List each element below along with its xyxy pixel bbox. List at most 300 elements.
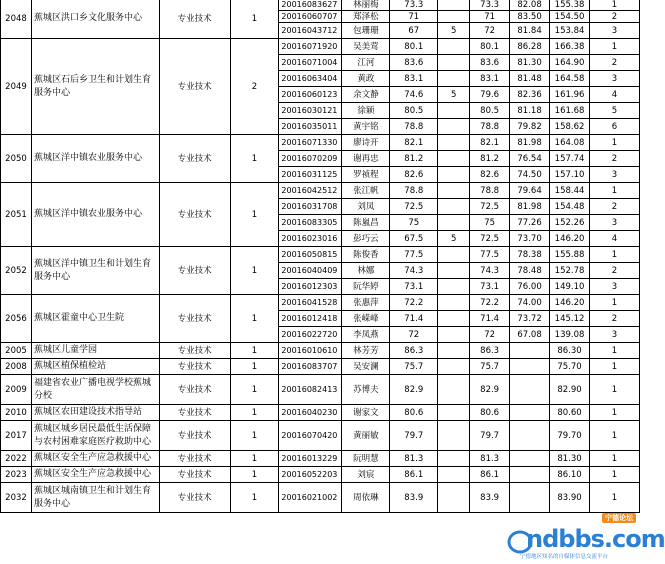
rank: 2	[590, 11, 640, 23]
hiring-quota: 1	[230, 421, 279, 451]
position-category: 专业技术	[159, 295, 230, 343]
bonus-points	[438, 119, 470, 135]
candidate-name: 江河	[342, 55, 390, 71]
written-total: 78.8	[470, 119, 510, 135]
exam-number: 20016031125	[279, 167, 342, 183]
bonus-points	[438, 0, 470, 11]
bonus-points	[438, 71, 470, 87]
table-row	[1, 375, 640, 405]
unit-name: 蕉城区植保植检站	[31, 359, 159, 375]
rank: 6	[590, 119, 640, 135]
exam-number: 20016082413	[279, 375, 342, 405]
candidate-name: 张江帆	[342, 183, 390, 199]
written-total: 78.8	[470, 183, 510, 199]
exam-number: 20016035011	[279, 119, 342, 135]
bonus-points	[438, 11, 470, 23]
interview-score: 82.36	[510, 87, 550, 103]
rank: 2	[590, 151, 640, 167]
written-total: 81.3	[470, 451, 510, 467]
exam-number: 20016071330	[279, 135, 342, 151]
candidate-name: 张惠萍	[342, 295, 390, 311]
candidate-name: 刘凤	[342, 199, 390, 215]
written-total: 72.5	[470, 199, 510, 215]
total-score: 81.30	[550, 451, 590, 467]
rank: 1	[590, 183, 640, 199]
written-total: 72.5	[470, 231, 510, 247]
written-score: 80.6	[390, 405, 438, 421]
written-score: 71	[390, 11, 438, 23]
interview-score: 73.70	[510, 231, 550, 247]
written-score: 73.1	[390, 279, 438, 295]
candidate-name: 谢家文	[342, 405, 390, 421]
total-score: 83.90	[550, 483, 590, 513]
total-score: 164.08	[550, 135, 590, 151]
bonus-points: 5	[438, 23, 470, 39]
unit-name: 蕉城区儿童学园	[31, 343, 159, 359]
written-score: 72.2	[390, 295, 438, 311]
exam-number: 20016012418	[279, 311, 342, 327]
written-total: 74.3	[470, 263, 510, 279]
candidate-name: 包珊珊	[342, 23, 390, 39]
written-total: 82.9	[470, 375, 510, 405]
position-code: 2010	[1, 405, 32, 421]
position-category: 专业技术	[159, 39, 230, 135]
interview-score	[510, 451, 550, 467]
position-code: 2023	[1, 467, 32, 483]
rank: 2	[590, 55, 640, 71]
candidate-name: 林芳芳	[342, 343, 390, 359]
written-total: 83.1	[470, 71, 510, 87]
candidate-name: 徐颖	[342, 103, 390, 119]
written-total: 77.5	[470, 247, 510, 263]
table-row	[1, 295, 640, 311]
position-code: 2009	[1, 375, 32, 405]
position-category: 专业技术	[159, 467, 230, 483]
written-score: 71.4	[390, 311, 438, 327]
interview-score: 77.26	[510, 215, 550, 231]
written-total: 80.5	[470, 103, 510, 119]
written-total: 72	[470, 23, 510, 39]
table-row	[1, 451, 640, 467]
ndbbs-watermark	[506, 512, 665, 560]
exam-number: 20016083305	[279, 215, 342, 231]
exam-number: 20016030121	[279, 103, 342, 119]
position-category: 专业技术	[159, 247, 230, 295]
rank: 2	[590, 263, 640, 279]
unit-name: 蕉城区安全生产应急救援中心	[31, 467, 159, 483]
total-score: 152.26	[550, 215, 590, 231]
total-score: 146.20	[550, 231, 590, 247]
total-score: 161.96	[550, 87, 590, 103]
total-score: 86.30	[550, 343, 590, 359]
unit-name: 蕉城区城乡居民最低生活保障与农村困难家庭医疗救助中心	[31, 421, 159, 451]
unit-name: 蕉城区农田建设技术指导站	[31, 405, 159, 421]
written-total: 79.6	[470, 87, 510, 103]
interview-score	[510, 343, 550, 359]
table-row	[1, 359, 640, 375]
unit-name: 蕉城区霍童中心卫生院	[31, 295, 159, 343]
written-score: 86.1	[390, 467, 438, 483]
interview-score: 83.50	[510, 11, 550, 23]
position-category: 专业技术	[159, 183, 230, 247]
position-category: 专业技术	[159, 135, 230, 183]
total-score: 139.08	[550, 327, 590, 343]
table-row	[1, 0, 640, 11]
candidate-name: 周依琳	[342, 483, 390, 513]
total-score: 145.12	[550, 311, 590, 327]
written-total: 72.2	[470, 295, 510, 311]
position-code: 2052	[1, 247, 32, 295]
rank: 1	[590, 375, 640, 405]
position-code: 2005	[1, 343, 32, 359]
interview-score: 67.08	[510, 327, 550, 343]
hiring-quota: 1	[230, 467, 279, 483]
rank: 3	[590, 279, 640, 295]
written-score: 86.3	[390, 343, 438, 359]
rank: 1	[590, 0, 640, 11]
written-score: 82.6	[390, 167, 438, 183]
total-score: 158.62	[550, 119, 590, 135]
bonus-points	[438, 421, 470, 451]
interview-score: 81.98	[510, 135, 550, 151]
hiring-quota: 1	[230, 451, 279, 467]
exam-number: 20016042512	[279, 183, 342, 199]
written-total: 86.1	[470, 467, 510, 483]
written-score: 81.2	[390, 151, 438, 167]
written-score: 83.6	[390, 55, 438, 71]
total-score: 154.48	[550, 199, 590, 215]
hiring-quota: 1	[230, 183, 279, 247]
position-code: 2008	[1, 359, 32, 375]
interview-score: 78.48	[510, 263, 550, 279]
position-category: 专业技术	[159, 451, 230, 467]
position-category: 专业技术	[159, 405, 230, 421]
unit-name: 蕉城区安全生产应急救援中心	[31, 451, 159, 467]
exam-number: 20016070209	[279, 151, 342, 167]
rank: 1	[590, 295, 640, 311]
candidate-name: 郑泽松	[342, 11, 390, 23]
candidate-name: 余文静	[342, 87, 390, 103]
total-score: 155.38	[550, 0, 590, 11]
candidate-name: 陈嵐昌	[342, 215, 390, 231]
interview-score	[510, 483, 550, 513]
rank: 1	[590, 451, 640, 467]
bonus-points: 5	[438, 87, 470, 103]
interview-score	[510, 421, 550, 451]
candidate-name: 彭巧云	[342, 231, 390, 247]
total-score: 161.68	[550, 103, 590, 119]
position-code: 2051	[1, 183, 32, 247]
written-total: 73.3	[470, 0, 510, 11]
written-score: 78.8	[390, 119, 438, 135]
total-score: 155.88	[550, 247, 590, 263]
position-category: 专业技术	[159, 375, 230, 405]
exam-number: 20016083627	[279, 0, 342, 11]
bonus-points	[438, 39, 470, 55]
written-total: 73.1	[470, 279, 510, 295]
written-total: 71.4	[470, 311, 510, 327]
watermark-tagline: 宁德地区知名的自媒体信息交流平台	[520, 554, 609, 560]
bonus-points	[438, 247, 470, 263]
rank: 3	[590, 327, 640, 343]
position-code: 2048	[1, 0, 32, 39]
rank: 1	[590, 135, 640, 151]
bonus-points	[438, 55, 470, 71]
written-total: 72	[470, 327, 510, 343]
total-score: 164.58	[550, 71, 590, 87]
written-score: 82.9	[390, 375, 438, 405]
written-score: 81.3	[390, 451, 438, 467]
written-score: 78.8	[390, 183, 438, 199]
table-row	[1, 483, 640, 513]
interview-score	[510, 375, 550, 405]
bonus-points	[438, 467, 470, 483]
interview-score: 81.84	[510, 23, 550, 39]
bonus-points	[438, 135, 470, 151]
total-score: 75.70	[550, 359, 590, 375]
exam-number: 20016071920	[279, 39, 342, 55]
written-total: 80.6	[470, 405, 510, 421]
total-score: 79.70	[550, 421, 590, 451]
interview-score: 74.50	[510, 167, 550, 183]
written-total: 83.9	[470, 483, 510, 513]
exam-number: 20016023016	[279, 231, 342, 247]
bonus-points	[438, 215, 470, 231]
total-score: 154.50	[550, 11, 590, 23]
exam-number: 20016070420	[279, 421, 342, 451]
unit-name: 蕉城区城南镇卫生和计划生育服务中心	[31, 483, 159, 513]
position-category: 专业技术	[159, 0, 230, 39]
rank: 4	[590, 87, 640, 103]
position-category: 专业技术	[159, 359, 230, 375]
position-code: 2056	[1, 295, 32, 343]
written-score: 75	[390, 215, 438, 231]
unit-name: 蕉城区洪口乡文化服务中心	[31, 0, 159, 39]
candidate-name: 吴美莺	[342, 39, 390, 55]
written-total: 75	[470, 215, 510, 231]
exam-number: 20016040409	[279, 263, 342, 279]
position-category: 专业技术	[159, 421, 230, 451]
rank: 3	[590, 215, 640, 231]
exam-number: 20016022720	[279, 327, 342, 343]
total-score: 157.74	[550, 151, 590, 167]
interview-score	[510, 359, 550, 375]
exam-number: 20016041528	[279, 295, 342, 311]
candidate-name: 罗祯程	[342, 167, 390, 183]
exam-number: 20016060123	[279, 87, 342, 103]
written-score: 74.6	[390, 87, 438, 103]
written-score: 82.1	[390, 135, 438, 151]
candidate-name: 阮明慧	[342, 451, 390, 467]
unit-name: 福建省农业广播电视学校蕉城分校	[31, 375, 159, 405]
bonus-points	[438, 359, 470, 375]
position-code: 2050	[1, 135, 32, 183]
total-score: 158.44	[550, 183, 590, 199]
rank: 1	[590, 467, 640, 483]
written-score: 79.7	[390, 421, 438, 451]
exam-number: 20016013229	[279, 451, 342, 467]
exam-number: 20016063404	[279, 71, 342, 87]
interview-score: 81.48	[510, 71, 550, 87]
bonus-points	[438, 405, 470, 421]
exam-number: 20016043712	[279, 23, 342, 39]
written-score: 80.1	[390, 39, 438, 55]
candidate-name: 林娜	[342, 263, 390, 279]
table-row	[1, 183, 640, 199]
hiring-quota: 1	[230, 295, 279, 343]
written-total: 79.7	[470, 421, 510, 451]
exam-number: 20016052203	[279, 467, 342, 483]
interview-score: 74.00	[510, 295, 550, 311]
hiring-quota: 1	[230, 0, 279, 39]
bonus-points	[438, 295, 470, 311]
candidate-name: 廖诗开	[342, 135, 390, 151]
table-row	[1, 135, 640, 151]
exam-number: 20016031708	[279, 199, 342, 215]
candidate-name: 苏博夫	[342, 375, 390, 405]
watermark-site: ndbbs.com	[526, 525, 665, 553]
unit-name: 蕉城区石后乡卫生和计划生育服务中心	[31, 39, 159, 135]
candidate-name: 张嵘峰	[342, 311, 390, 327]
interview-score: 73.72	[510, 311, 550, 327]
bonus-points	[438, 167, 470, 183]
bonus-points	[438, 151, 470, 167]
rank: 2	[590, 199, 640, 215]
written-score: 67	[390, 23, 438, 39]
rank: 1	[590, 39, 640, 55]
interview-score	[510, 405, 550, 421]
hiring-quota: 1	[230, 343, 279, 359]
interview-score: 81.18	[510, 103, 550, 119]
unit-name: 蕉城区洋中镇卫生和计划生育服务中心	[31, 247, 159, 295]
written-score: 73.3	[390, 0, 438, 11]
interview-score	[510, 467, 550, 483]
bonus-points: 5	[438, 231, 470, 247]
table-row	[1, 421, 640, 451]
position-code: 2022	[1, 451, 32, 467]
written-score: 72	[390, 327, 438, 343]
written-total: 82.6	[470, 167, 510, 183]
exam-number: 20016040230	[279, 405, 342, 421]
interview-score: 81.98	[510, 199, 550, 215]
position-code: 2049	[1, 39, 32, 135]
total-score: 86.10	[550, 467, 590, 483]
total-score: 164.90	[550, 55, 590, 71]
bonus-points	[438, 343, 470, 359]
position-code: 2017	[1, 421, 32, 451]
interview-score: 86.28	[510, 39, 550, 55]
hiring-quota: 1	[230, 135, 279, 183]
written-total: 86.3	[470, 343, 510, 359]
exam-number: 20016071004	[279, 55, 342, 71]
position-category: 专业技术	[159, 483, 230, 513]
rank: 1	[590, 247, 640, 263]
candidate-name: 陈俊香	[342, 247, 390, 263]
exam-number: 20016021002	[279, 483, 342, 513]
written-total: 75.7	[470, 359, 510, 375]
interview-score: 78.38	[510, 247, 550, 263]
bonus-points	[438, 103, 470, 119]
interview-score: 79.82	[510, 119, 550, 135]
candidate-name: 黄丽敏	[342, 421, 390, 451]
written-total: 71	[470, 11, 510, 23]
unit-name: 蕉城区洋中镇农业服务中心	[31, 135, 159, 183]
hiring-quota: 1	[230, 359, 279, 375]
rank: 3	[590, 71, 640, 87]
exam-number: 20016060707	[279, 11, 342, 23]
interview-score: 76.00	[510, 279, 550, 295]
written-score: 74.3	[390, 263, 438, 279]
bonus-points	[438, 483, 470, 513]
hiring-quota: 1	[230, 483, 279, 513]
bonus-points	[438, 263, 470, 279]
rank: 1	[590, 405, 640, 421]
watermark-badge: 宁德论坛	[605, 514, 633, 522]
rank: 1	[590, 421, 640, 451]
interview-score: 81.30	[510, 55, 550, 71]
rank: 1	[590, 359, 640, 375]
rank: 1	[590, 343, 640, 359]
written-score: 80.5	[390, 103, 438, 119]
total-score: 82.90	[550, 375, 590, 405]
written-score: 75.7	[390, 359, 438, 375]
hiring-quota: 2	[230, 39, 279, 135]
written-total: 82.1	[470, 135, 510, 151]
bonus-points	[438, 199, 470, 215]
bonus-points	[438, 375, 470, 405]
rank: 3	[590, 167, 640, 183]
bonus-points	[438, 311, 470, 327]
position-category: 专业技术	[159, 343, 230, 359]
table-row	[1, 467, 640, 483]
bonus-points	[438, 327, 470, 343]
bonus-points	[438, 451, 470, 467]
written-total: 83.6	[470, 55, 510, 71]
total-score: 153.84	[550, 23, 590, 39]
total-score: 166.38	[550, 39, 590, 55]
candidate-name: 刘宸	[342, 467, 390, 483]
candidate-name: 阮华婷	[342, 279, 390, 295]
written-score: 77.5	[390, 247, 438, 263]
written-score: 83.1	[390, 71, 438, 87]
rank: 3	[590, 23, 640, 39]
total-score: 157.10	[550, 167, 590, 183]
interview-score: 79.64	[510, 183, 550, 199]
written-total: 81.2	[470, 151, 510, 167]
unit-name: 蕉城区洋中镇农业服务中心	[31, 183, 159, 247]
candidate-name: 黄宇铭	[342, 119, 390, 135]
hiring-quota: 1	[230, 247, 279, 295]
candidate-name: 李凤燕	[342, 327, 390, 343]
table-row	[1, 247, 640, 263]
written-total: 80.1	[470, 39, 510, 55]
table-row	[1, 405, 640, 421]
total-score: 149.10	[550, 279, 590, 295]
hiring-quota: 1	[230, 405, 279, 421]
written-score: 83.9	[390, 483, 438, 513]
position-code: 2032	[1, 483, 32, 513]
bonus-points	[438, 279, 470, 295]
total-score: 152.78	[550, 263, 590, 279]
hiring-quota: 1	[230, 375, 279, 405]
exam-number: 20016010610	[279, 343, 342, 359]
total-score: 80.60	[550, 405, 590, 421]
table-row	[1, 343, 640, 359]
written-score: 67.5	[390, 231, 438, 247]
bonus-points	[438, 183, 470, 199]
rank: 2	[590, 311, 640, 327]
rank: 4	[590, 231, 640, 247]
